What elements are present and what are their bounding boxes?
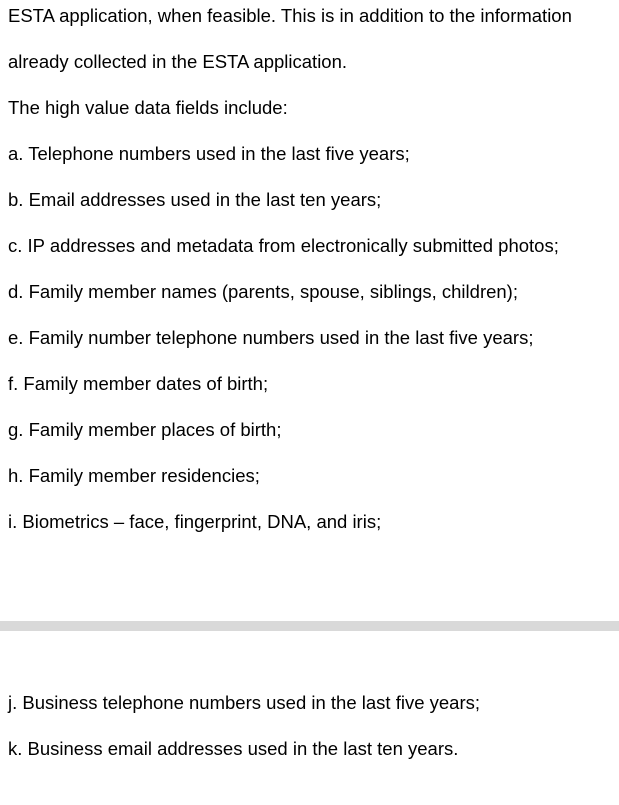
list-item-h: h. Family member residencies;	[8, 465, 260, 486]
list-item-k: k. Business email addresses used in the last ten years.	[8, 738, 459, 759]
list-item-d: d. Family member names (parents, spouse, siblings, children);	[8, 281, 518, 302]
list-item-c: c. IP addresses and metadata from electronically submitted photos;	[8, 235, 559, 256]
list-item-b: b. Email addresses used in the last ten years;	[8, 189, 382, 210]
list-item-e: e. Family number telephone numbers used in the last five years;	[8, 327, 534, 348]
list-item-a: a. Telephone numbers used in the last five years;	[8, 143, 410, 164]
list-item-g: g. Family member places of birth;	[8, 419, 282, 440]
intro-text-line-1: ESTA application, when feasible. This is in addition to the information	[8, 5, 572, 26]
list-item-i: i. Biometrics – face, fingerprint, DNA, and iris;	[8, 511, 382, 532]
list-item-j: j. Business telephone numbers used in the last five years;	[8, 692, 481, 713]
list-heading: The high value data fields include:	[8, 97, 288, 118]
intro-text-line-2: already collected in the ESTA application.	[8, 51, 348, 72]
list-item-f: f. Family member dates of birth;	[8, 373, 269, 394]
page-break-divider	[0, 621, 619, 631]
